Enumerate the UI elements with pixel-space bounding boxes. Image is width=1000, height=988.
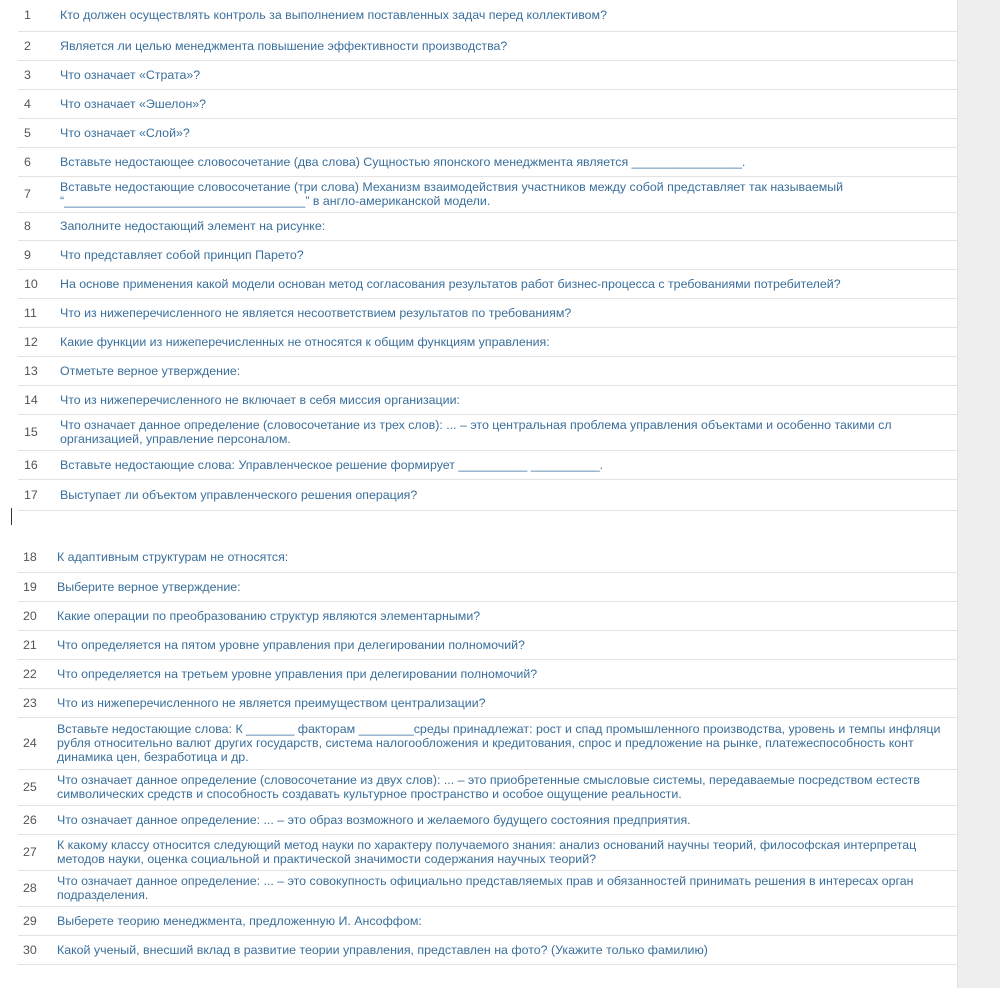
question-row <box>18 769 957 805</box>
question-text-line: Какой ученый, внесший вклад в развитие теории управления, представлен на фото? (Укажите только фамилию) <box>57 942 708 957</box>
question-number: 17 <box>18 479 54 510</box>
question-text-line: подразделения. <box>57 888 149 902</box>
question-row <box>18 450 957 479</box>
question-row <box>18 479 957 510</box>
question-text-line: Выступает ли объектом управленческого решения операция? <box>60 487 418 502</box>
question-number: 13 <box>18 356 54 385</box>
question-text[interactable] <box>53 769 957 805</box>
questions-table-part2 <box>18 543 957 965</box>
question-text-line: Что означает данное определение: ... – это образ возможного и желаемого будущего состояния предприятия. <box>57 812 691 827</box>
question-row <box>18 212 957 240</box>
question-row <box>18 176 957 212</box>
question-text[interactable] <box>54 0 957 31</box>
question-text-line: Что определяется на пятом уровне управления при делегировании полномочий? <box>57 637 525 652</box>
question-text[interactable] <box>54 414 957 450</box>
question-text[interactable] <box>54 327 957 356</box>
question-text[interactable] <box>54 89 957 118</box>
question-text-line: Вставьте недостающие слова: К _______ факторам ________среды принадлежат: рост и спад промышленного производства, уровень и темпы инфляци <box>57 722 941 736</box>
question-text[interactable] <box>53 870 957 906</box>
question-number: 18 <box>18 543 53 572</box>
question-number: 11 <box>18 298 54 327</box>
question-text-line: динамика цен, безработица и др. <box>57 750 249 764</box>
question-number: 22 <box>18 659 53 688</box>
question-text-line: Отметьте верное утверждение: <box>60 363 241 378</box>
question-text-line: На основе применения какой модели основан метод согласования результатов работ бизнес-процесса с требованиями потребителей? <box>60 276 841 291</box>
question-text[interactable] <box>54 269 957 298</box>
question-number: 12 <box>18 327 54 356</box>
question-row <box>18 240 957 269</box>
question-row <box>18 60 957 89</box>
question-number: 2 <box>18 31 54 60</box>
question-text-line: Вставьте недостающие словосочетание (три слова) Механизм взаимодействия участников между собой представляет так называемый <box>60 180 844 194</box>
question-text[interactable] <box>54 385 957 414</box>
question-number: 21 <box>18 630 53 659</box>
question-number: 16 <box>18 450 54 479</box>
question-text[interactable] <box>53 834 957 870</box>
question-text-line: Выберите верное утверждение: <box>57 579 241 594</box>
question-text[interactable] <box>54 450 957 479</box>
question-number: 10 <box>18 269 54 298</box>
questions-table-part1 <box>18 0 957 511</box>
question-text[interactable] <box>54 118 957 147</box>
question-number: 23 <box>18 688 53 717</box>
question-text[interactable] <box>54 60 957 89</box>
question-text[interactable] <box>54 176 957 212</box>
question-row <box>18 327 957 356</box>
question-number: 28 <box>18 870 53 906</box>
question-number: 24 <box>18 717 53 769</box>
question-text[interactable] <box>54 212 957 240</box>
question-row <box>18 601 957 630</box>
question-row <box>18 630 957 659</box>
question-text-line: “___________________________________” в англо-американской модели. <box>60 194 491 208</box>
question-row <box>18 356 957 385</box>
page-gap <box>18 530 957 543</box>
question-row <box>18 147 957 176</box>
question-text-line: К какому классу относится следующий метод науки по характеру получаемого знания: анализ оснований научны теорий, философская интерпретац <box>57 838 917 852</box>
question-text[interactable] <box>53 601 957 630</box>
question-text-line: Что означает данное определение (словосочетание из трех слов): ... – это центральная проблема управления объектами и особенно такими сл <box>60 418 892 432</box>
question-text-line: Заполните недостающий элемент на рисунке: <box>60 219 326 233</box>
question-text-line: Что означает «Слой»? <box>60 125 190 140</box>
question-row <box>18 269 957 298</box>
question-number: 7 <box>18 176 54 212</box>
question-text-line: Вставьте недостающее словосочетание (два слова) Сущностью японского менеджмента является ________________. <box>60 154 746 169</box>
question-text[interactable] <box>54 31 957 60</box>
right-gutter <box>957 0 1000 988</box>
question-number: 20 <box>18 601 53 630</box>
question-text-line: организацией, управление персоналом. <box>60 432 291 446</box>
question-row <box>18 572 957 601</box>
question-text-line: Что из нижеперечисленного не является несоответствием результатов по требованиям? <box>60 305 572 320</box>
question-row <box>18 543 957 572</box>
question-text-line: Кто должен осуществлять контроль за выполнением поставленных задач перед коллективом? <box>60 8 607 23</box>
question-text[interactable] <box>54 356 957 385</box>
question-text-line: Что определяется на третьем уровне управления при делегировании полномочий? <box>57 666 538 681</box>
question-number: 26 <box>18 805 53 834</box>
question-number: 4 <box>18 89 54 118</box>
question-number: 3 <box>18 60 54 89</box>
question-text-line: Выберете теорию менеджмента, предложенную И. Ансоффом: <box>57 913 422 928</box>
text-cursor <box>11 508 12 525</box>
question-text-line: Является ли целью менеджмента повышение эффективности производства? <box>60 38 508 53</box>
question-row <box>18 935 957 964</box>
question-text-line: Что представляет собой принцип Парето? <box>60 247 304 262</box>
question-number: 25 <box>18 769 53 805</box>
question-number: 9 <box>18 240 54 269</box>
question-text-line: рубля относительно валют других государств, система налогообложения и кредитования, спрос и предложение на рынке, платежеспособность конт <box>57 736 914 750</box>
question-text[interactable] <box>53 906 957 935</box>
question-row <box>18 834 957 870</box>
question-text[interactable] <box>53 717 957 769</box>
question-text-line: Какие функции из нижеперечисленных не относятся к общим функциям управления: <box>60 334 550 349</box>
question-text-line: Что из нижеперечисленного не включает в себя миссия организации: <box>60 392 460 407</box>
question-row <box>18 414 957 450</box>
question-text-line: Что из нижеперечисленного не является преимуществом централизации? <box>57 695 486 710</box>
question-number: 27 <box>18 834 53 870</box>
question-number: 14 <box>18 385 54 414</box>
question-row <box>18 31 957 60</box>
question-row <box>18 805 957 834</box>
question-text[interactable] <box>53 543 957 572</box>
question-text[interactable] <box>54 147 957 176</box>
question-number: 1 <box>18 0 54 31</box>
question-row <box>18 385 957 414</box>
question-row <box>18 0 957 31</box>
question-row <box>18 688 957 717</box>
question-text[interactable] <box>53 805 957 834</box>
question-text[interactable] <box>53 659 957 688</box>
question-text-line: Вставьте недостающие слова: Управленческое решение формирует __________ __________. <box>60 457 604 472</box>
question-text-line: Что означает «Эшелон»? <box>60 96 207 111</box>
question-number: 5 <box>18 118 54 147</box>
question-text-line: Что означает данное определение (словосочетание из двух слов): ... – это приобретенные смысловые системы, передаваемые посредством естеств <box>57 773 920 787</box>
question-number: 8 <box>18 212 54 240</box>
question-number: 6 <box>18 147 54 176</box>
question-text[interactable] <box>54 298 957 327</box>
question-text-line: К адаптивным структурам не относятся: <box>57 550 289 565</box>
question-number: 15 <box>18 414 54 450</box>
question-row <box>18 89 957 118</box>
question-text-line: Что означает «Страта»? <box>60 67 201 82</box>
question-text-line: Что означает данное определение: ... – это совокупность официально представляемых прав и обязанностей принимать решения в интересах орган <box>57 874 914 888</box>
question-row <box>18 118 957 147</box>
question-text[interactable] <box>53 572 957 601</box>
question-text-line: Какие операции по преобразованию структур являются элементарными? <box>57 608 481 623</box>
question-text-line: методов науки, оценка социальной и практической значимости содержания научных теорий? <box>57 852 597 866</box>
question-text[interactable] <box>53 935 957 964</box>
question-row <box>18 298 957 327</box>
question-row <box>18 870 957 906</box>
question-text[interactable] <box>53 688 957 717</box>
question-row <box>18 906 957 935</box>
question-row <box>18 717 957 769</box>
question-number: 19 <box>18 572 53 601</box>
question-row <box>18 659 957 688</box>
question-number: 29 <box>18 906 53 935</box>
question-number: 30 <box>18 935 53 964</box>
question-text-line: символических средств и способность создавать культурное пространство и особое ощущение реальности. <box>57 787 682 801</box>
question-text[interactable] <box>53 630 957 659</box>
question-text[interactable] <box>54 240 957 269</box>
question-text[interactable] <box>54 479 957 510</box>
